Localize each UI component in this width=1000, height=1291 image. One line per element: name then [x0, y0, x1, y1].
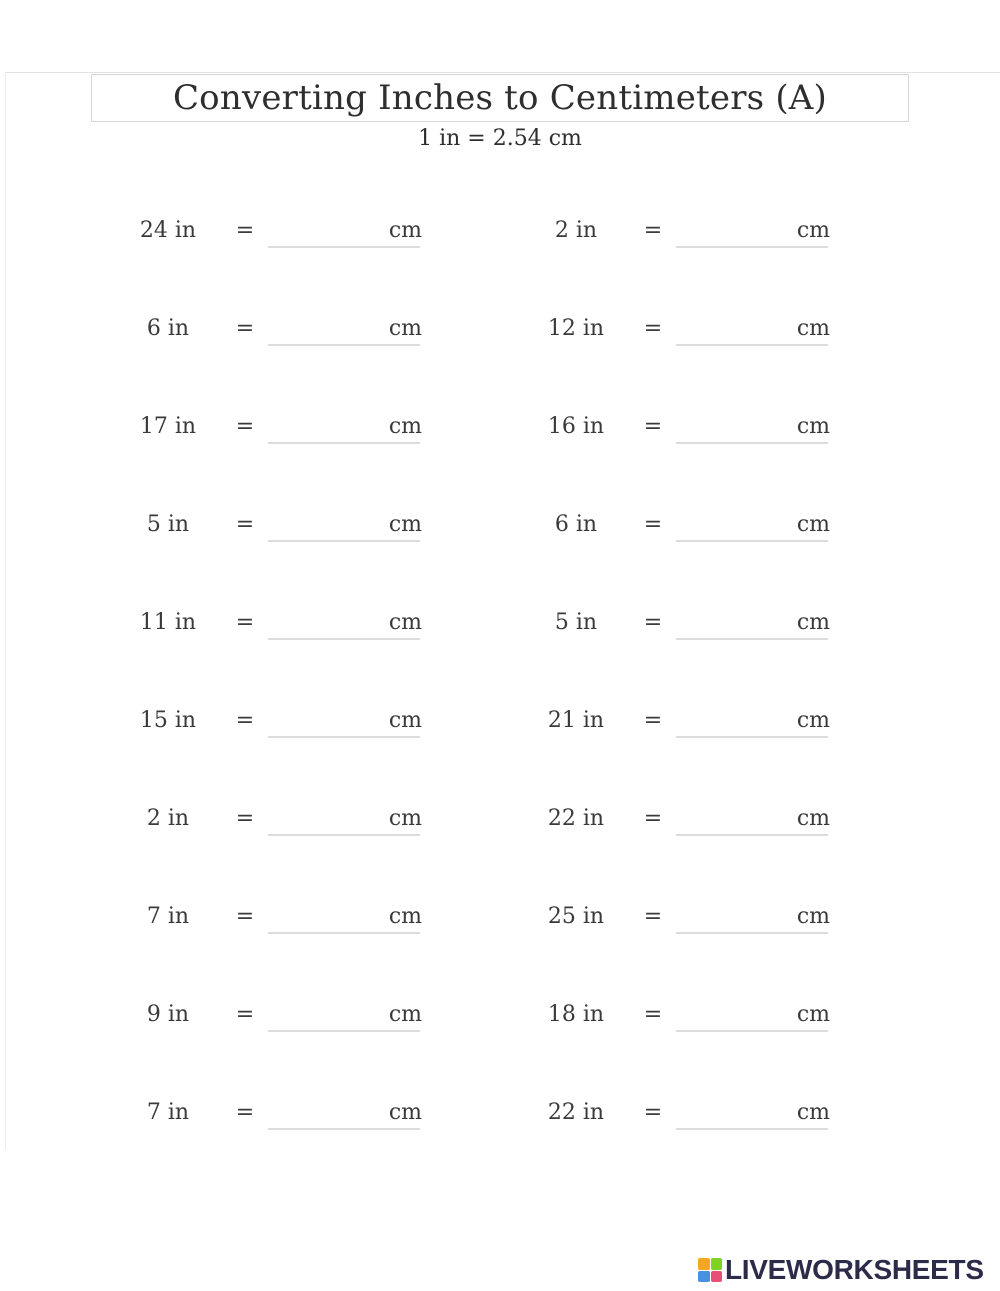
answer-blank[interactable] [268, 932, 420, 934]
equals-sign: = [643, 218, 663, 243]
answer-blank[interactable] [676, 638, 828, 640]
centimeter-unit: cm [796, 904, 830, 929]
logo-tile [711, 1258, 723, 1270]
equals-sign: = [235, 1002, 255, 1027]
worksheet-title [91, 74, 909, 122]
conversion-problem [536, 310, 846, 350]
conversion-note: 1 in = 2.54 cm [418, 126, 582, 151]
equals-sign: = [235, 316, 255, 341]
conversion-problem [128, 898, 438, 938]
centimeter-unit: cm [796, 316, 830, 341]
equals-sign: = [235, 806, 255, 831]
conversion-problem [128, 996, 438, 1036]
centimeter-unit: cm [796, 610, 830, 635]
answer-blank[interactable] [268, 834, 420, 836]
answer-blank[interactable] [268, 736, 420, 738]
centimeter-unit: cm [388, 806, 422, 831]
equals-sign: = [643, 806, 663, 831]
answer-blank[interactable] [676, 442, 828, 444]
inch-quantity: 17 in [139, 414, 197, 439]
inch-quantity: 21 in [547, 708, 605, 733]
answer-blank[interactable] [676, 834, 828, 836]
conversion-problem [536, 408, 846, 448]
page-edge-left [5, 72, 6, 1150]
conversion-problem [128, 702, 438, 742]
answer-blank[interactable] [676, 344, 828, 346]
centimeter-unit: cm [388, 218, 422, 243]
centimeter-unit: cm [796, 1002, 830, 1027]
equals-sign: = [643, 708, 663, 733]
conversion-problem [128, 212, 438, 252]
equals-sign: = [235, 1100, 255, 1125]
conversion-problem [128, 408, 438, 448]
inch-quantity: 15 in [139, 708, 197, 733]
centimeter-unit: cm [796, 218, 830, 243]
answer-blank[interactable] [676, 932, 828, 934]
logo-tile [711, 1271, 723, 1283]
conversion-problem [536, 1094, 846, 1134]
answer-blank[interactable] [268, 1030, 420, 1032]
answer-blank[interactable] [268, 638, 420, 640]
inch-quantity: 16 in [547, 414, 605, 439]
answer-blank[interactable] [676, 736, 828, 738]
inch-quantity: 24 in [139, 218, 197, 243]
answer-blank[interactable] [268, 246, 420, 248]
logo-tile [698, 1271, 710, 1283]
equals-sign: = [235, 218, 255, 243]
conversion-problem [128, 506, 438, 546]
conversion-problem [536, 212, 846, 252]
brand-text: LIVEWORKSHEETS [725, 1254, 984, 1285]
conversion-problem [536, 604, 846, 644]
inch-quantity: 7 in [146, 1100, 190, 1125]
equals-sign: = [643, 904, 663, 929]
centimeter-unit: cm [796, 806, 830, 831]
equals-sign: = [643, 610, 663, 635]
centimeter-unit: cm [796, 708, 830, 733]
worksheet-title-text: Converting Inches to Centimeters (A) [172, 78, 828, 118]
answer-blank[interactable] [268, 540, 420, 542]
conversion-problem [128, 310, 438, 350]
centimeter-unit: cm [388, 1002, 422, 1027]
centimeter-unit: cm [796, 414, 830, 439]
centimeter-unit: cm [796, 512, 830, 537]
centimeter-unit: cm [388, 1100, 422, 1125]
answer-blank[interactable] [676, 1128, 828, 1130]
conversion-problem [536, 996, 846, 1036]
conversion-problem [128, 604, 438, 644]
inch-quantity: 6 in [554, 512, 598, 537]
answer-blank[interactable] [268, 442, 420, 444]
equals-sign: = [643, 316, 663, 341]
inch-quantity: 11 in [139, 610, 197, 635]
inch-quantity: 25 in [547, 904, 605, 929]
conversion-problem [128, 800, 438, 840]
answer-blank[interactable] [268, 1128, 420, 1130]
centimeter-unit: cm [388, 708, 422, 733]
inch-quantity: 22 in [547, 1100, 605, 1125]
centimeter-unit: cm [388, 316, 422, 341]
equals-sign: = [643, 512, 663, 537]
conversion-problem [536, 898, 846, 938]
conversion-problem [536, 702, 846, 742]
equals-sign: = [235, 708, 255, 733]
page-edge-top [5, 72, 1000, 73]
answer-blank[interactable] [676, 540, 828, 542]
answer-blank[interactable] [676, 246, 828, 248]
inch-quantity: 18 in [547, 1002, 605, 1027]
logo-tile [698, 1258, 710, 1270]
inch-quantity: 22 in [547, 806, 605, 831]
inch-quantity: 5 in [146, 512, 190, 537]
conversion-problem [536, 800, 846, 840]
inch-quantity: 9 in [146, 1002, 190, 1027]
centimeter-unit: cm [388, 414, 422, 439]
answer-blank[interactable] [268, 344, 420, 346]
equals-sign: = [235, 610, 255, 635]
centimeter-unit: cm [796, 1100, 830, 1125]
conversion-problem [128, 1094, 438, 1134]
equals-sign: = [235, 414, 255, 439]
centimeter-unit: cm [388, 512, 422, 537]
inch-quantity: 5 in [554, 610, 598, 635]
inch-quantity: 12 in [547, 316, 605, 341]
equals-sign: = [643, 1002, 663, 1027]
inch-quantity: 2 in [146, 806, 190, 831]
equals-sign: = [643, 414, 663, 439]
liveworksheets-logo-icon [698, 1258, 722, 1282]
equals-sign: = [643, 1100, 663, 1125]
liveworksheets-brand[interactable] [698, 1255, 984, 1285]
inch-quantity: 6 in [146, 316, 190, 341]
centimeter-unit: cm [388, 610, 422, 635]
conversion-problem [536, 506, 846, 546]
centimeter-unit: cm [388, 904, 422, 929]
equals-sign: = [235, 512, 255, 537]
inch-quantity: 2 in [554, 218, 598, 243]
inch-quantity: 7 in [146, 904, 190, 929]
equals-sign: = [235, 904, 255, 929]
answer-blank[interactable] [676, 1030, 828, 1032]
